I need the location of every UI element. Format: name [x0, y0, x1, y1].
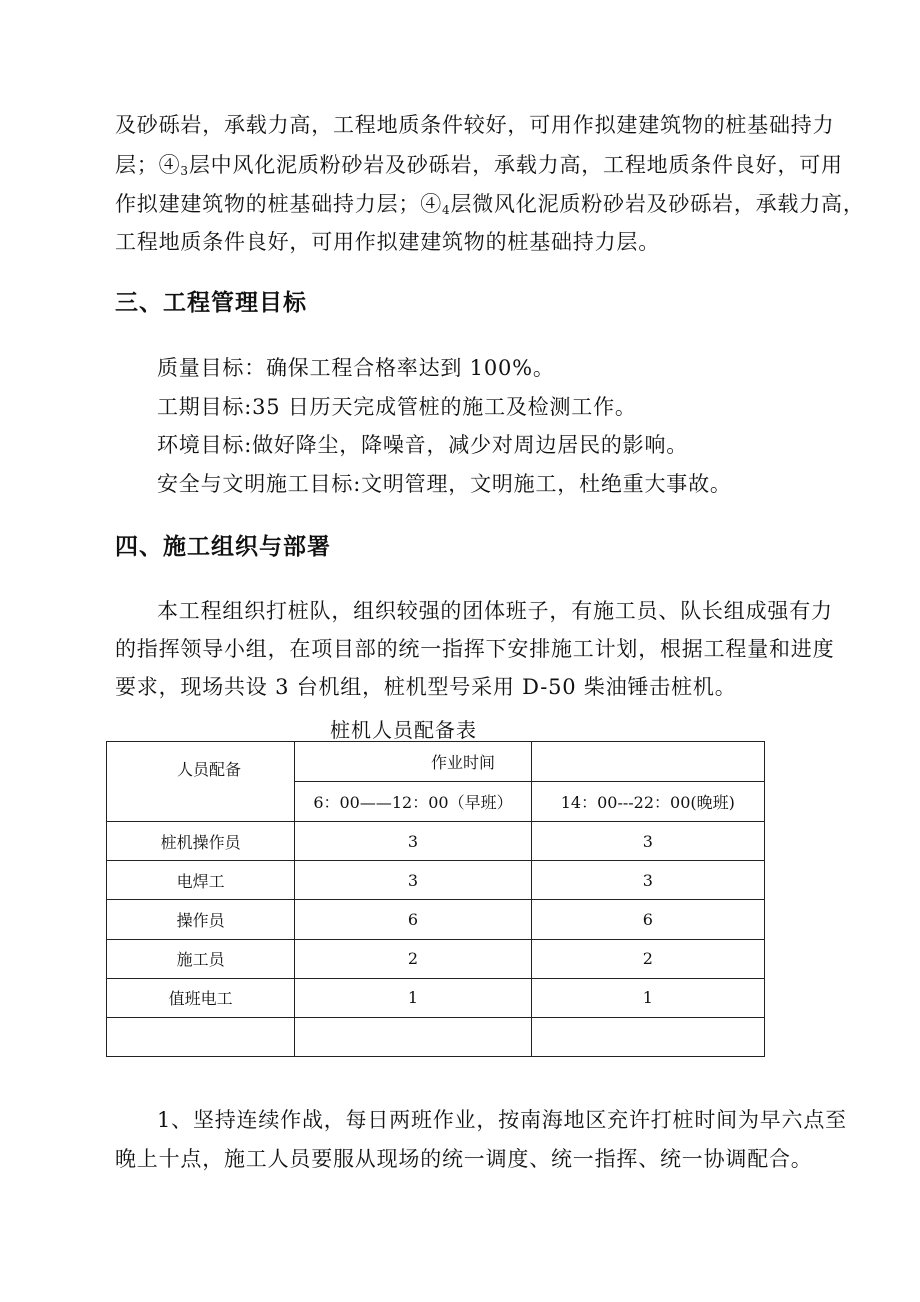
- table-caption: 桩机人员配备表: [330, 718, 477, 742]
- table-empty-cell: [531, 1017, 764, 1056]
- table-empty-cell: [107, 1017, 295, 1056]
- table-role-cell: 操作员: [107, 900, 295, 939]
- table-group-header: 作业时间: [295, 742, 531, 782]
- table-corner-header: 人员配备: [107, 742, 295, 822]
- table-value-cell: 1: [531, 978, 764, 1017]
- table-value-cell: 3: [295, 861, 531, 900]
- table-shift-2-header: 14：00---22：00(晚班): [531, 782, 764, 822]
- table-value-cell: 3: [531, 822, 764, 861]
- section-3-heading: 三、工程管理目标: [115, 290, 307, 316]
- goal-environment: 环境目标:做好降尘，降噪音，减少对周边居民的影响。: [157, 433, 689, 457]
- org-para-line-3: 要求，现场共设 3 台机组，桩机型号采用 D-50 柴油锤击桩机。: [115, 675, 737, 699]
- org-para-line-1: 本工程组织打桩队，组织较强的团体班子，有施工员、队长组成强有力: [157, 599, 833, 623]
- staffing-table: [106, 741, 765, 1057]
- table-value-cell: 6: [531, 900, 764, 939]
- table-value-cell: 3: [531, 861, 764, 900]
- intro-line-2: 层；$④_3$层中风化泥质粉砂岩及砂砾岩，承载力高，工程地质条件良好，可用: [115, 153, 843, 178]
- table-role-cell: 施工员: [107, 939, 295, 978]
- table-empty-cell: [295, 1017, 531, 1056]
- table-value-cell: 6: [295, 900, 531, 939]
- table-group-header-empty: [531, 742, 764, 782]
- table-role-cell: 值班电工: [107, 978, 295, 1017]
- org-para-line-2: 的指挥领导小组，在项目部的统一指挥下安排施工计划，根据工程量和进度: [115, 637, 835, 661]
- table-row: [107, 978, 765, 1017]
- table-row: [107, 861, 765, 900]
- intro-line-1: 及砂砾岩，承载力高，工程地质条件较好，可用作拟建建筑物的桩基础持力: [115, 113, 835, 137]
- goal-safety: 安全与文明施工目标:文明管理，文明施工，杜绝重大事故。: [157, 472, 732, 496]
- goal-schedule: 工期目标:35 日历天完成管桩的施工及检测工作。: [157, 395, 637, 419]
- table-row: [107, 900, 765, 939]
- intro-line-4: 工程地质条件良好，可用作拟建建筑物的桩基础持力层。: [115, 230, 660, 254]
- item-1-line-1: 1、坚持连续作战，每日两班作业，按南海地区充许打桩时间为早六点至: [157, 1108, 847, 1132]
- table-role-cell: 电焊工: [107, 861, 295, 900]
- table-row: [107, 939, 765, 978]
- table-row: [107, 822, 765, 861]
- table-value-cell: 2: [531, 939, 764, 978]
- item-1-line-2: 晚上十点，施工人员要服从现场的统一调度、统一指挥、统一协调配合。: [115, 1147, 813, 1171]
- table-shift-1-header: 6：00——12：00（早班）: [295, 782, 531, 822]
- table-row-empty: [107, 1017, 765, 1056]
- goal-quality: 质量目标：确保工程合格率达到 100%。: [157, 356, 555, 380]
- section-4-heading: 四、施工组织与部署: [115, 534, 331, 560]
- intro-line-3: 作拟建建筑物的桩基础持力层；$④_4$层微风化泥质粉砂岩及砂砾岩，承载力高，: [115, 192, 865, 217]
- table-role-cell: 桩机操作员: [107, 822, 295, 861]
- table-value-cell: 3: [295, 822, 531, 861]
- table-value-cell: 2: [295, 939, 531, 978]
- table-value-cell: 1: [295, 978, 531, 1017]
